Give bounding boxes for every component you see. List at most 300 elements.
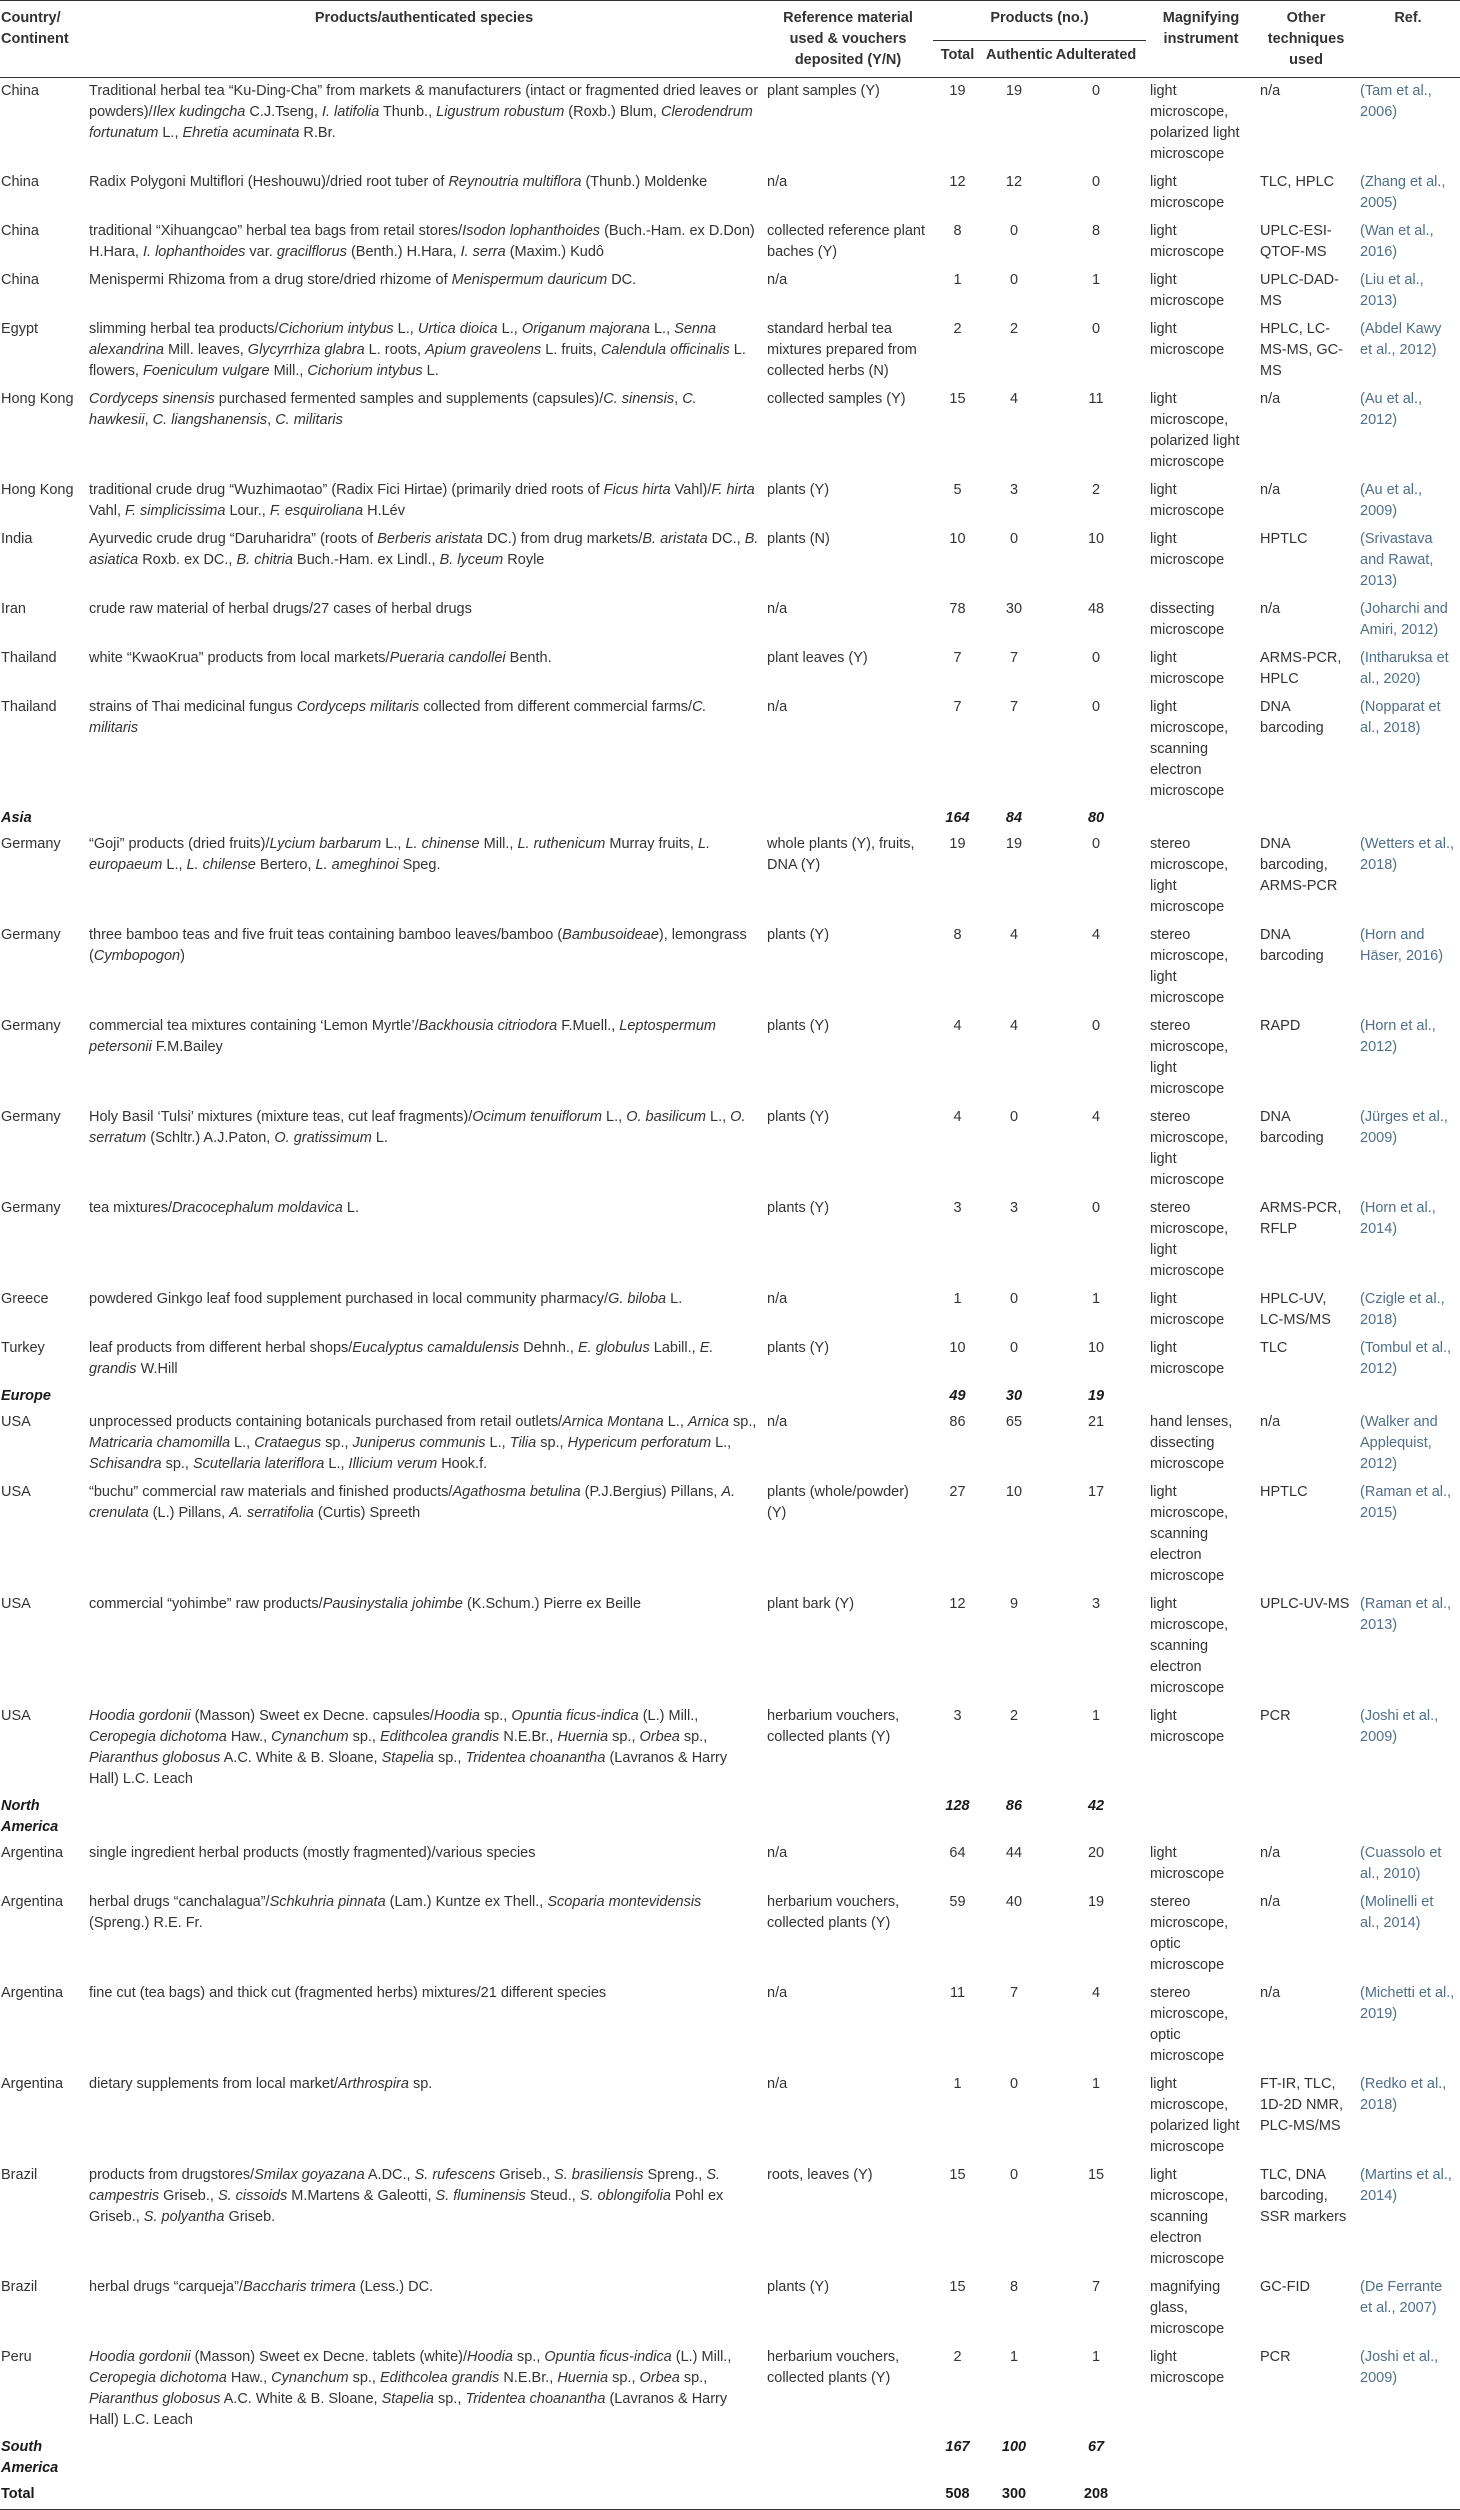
cell-adulterated: 19	[1087, 1894, 1105, 1910]
cell-country: USA	[1, 1596, 31, 1612]
cell-total: 7	[953, 699, 962, 715]
cell-total: 1	[953, 2076, 962, 2092]
header-country: Country/ Continent	[0, 1, 85, 78]
cell-total: 4	[953, 1018, 962, 1034]
cell-total: 86	[949, 1414, 966, 1430]
subtotal-row	[0, 1384, 1460, 1409]
cell-adulterated: 1	[1091, 1708, 1101, 1724]
cell-empty	[763, 2481, 933, 2510]
cell-instrument: light microscope, scanning electron microscope	[1150, 1484, 1229, 1584]
cell-adulterated: 0	[1091, 321, 1101, 337]
cell-authentic: 4	[1009, 1018, 1019, 1034]
table-row	[0, 267, 1460, 316]
header-authentic: Authentic	[982, 41, 1046, 78]
cell-ref: (Czigle et al., 2018)	[1360, 1291, 1445, 1328]
cell-reference: plants (Y)	[767, 1340, 830, 1356]
cell-country: China	[1, 174, 39, 190]
cell-authentic: 1	[1009, 2349, 1019, 2365]
table-row	[0, 1703, 1460, 1794]
table-row	[0, 1840, 1460, 1889]
cell-product: Cordyceps sinensis purchased fermented samples and supplements (capsules)/C. sinensis, C. hawkesii, C. liangshanensis, C. militaris	[89, 391, 697, 428]
cell-product: Radix Polygoni Multiflori (Heshouwu)/dried root tuber of Reynoutria multiflora (Thunb.) Moldenke	[89, 174, 708, 190]
cell-country: Germany	[1, 836, 61, 852]
cell-total: 59	[949, 1894, 966, 1910]
cell-product: fine cut (tea bags) and thick cut (fragmented herbs) mixtures/21 different species	[89, 1985, 607, 2001]
cell-instrument: light microscope, scanning electron microscope	[1150, 699, 1229, 799]
cell-product: Traditional herbal tea “Ku-Ding-Cha” from markets & manufacturers (intact or fragmented dried leaves or powders)/Ilex kudingcha C.J.Tseng, I. latifolia Thunb., Ligustrum robustum (Roxb.) Blum, Clerodendrum fortunatum L., Ehretia acuminata R.Br.	[89, 83, 759, 141]
cell-adulterated: 1	[1091, 1291, 1101, 1307]
cell-ref: (Martins et al., 2014)	[1360, 2167, 1452, 2204]
cell-empty	[1356, 1384, 1460, 1409]
cell-authentic: 7	[1009, 650, 1019, 666]
cell-adulterated: 20	[1087, 1845, 1105, 1861]
cell-country: China	[1, 83, 39, 99]
cell-reference: plants (Y)	[767, 1018, 830, 1034]
cell-reference: plants (Y)	[767, 1109, 830, 1125]
cell-product: traditional crude drug “Wuzhimaotao” (Radix Fici Hirtae) (primarily dried roots of Ficus hirta Vahl)/F. hirta Vahl, F. simplicissima Lour., F. esquiroliana H.Lév	[89, 482, 755, 519]
cell-empty	[1256, 2481, 1356, 2510]
table-row	[0, 2071, 1460, 2162]
cell-reference: n/a	[767, 272, 788, 288]
table-row	[0, 316, 1460, 386]
cell-total: 10	[949, 531, 966, 547]
cell-total: 11	[949, 1985, 966, 2001]
cell-total: 8	[953, 223, 962, 239]
cell-reference: plants (Y)	[767, 482, 830, 498]
cell-techniques: RAPD	[1260, 1018, 1301, 1034]
cell-ref: (Wan et al., 2016)	[1360, 223, 1434, 260]
cell-authentic: 0	[1009, 223, 1019, 239]
cell-product: Holy Basil ‘Tulsi’ mixtures (mixture teas, cut leaf fragments)/Ocimum tenuiflorum L., O. basilicum L., O. serratum (Schltr.) A.J.Paton, O. gratissimum L.	[89, 1109, 746, 1146]
table-row	[0, 1195, 1460, 1286]
cell-country: Argentina	[1, 1985, 64, 2001]
cell-authentic: 2	[1009, 1708, 1019, 1724]
cell-ref: (Jürges et al., 2009)	[1360, 1109, 1448, 1146]
cell-adulterated: 4	[1091, 1109, 1101, 1125]
cell-total: 4	[953, 1109, 962, 1125]
cell-country: USA	[1, 1414, 31, 1430]
cell-ref: (Intharuksa et al., 2020)	[1360, 650, 1449, 687]
cell-empty	[1146, 806, 1256, 831]
cell-techniques: TLC, DNA barcoding, SSR markers	[1260, 2167, 1347, 2225]
cell-authentic: 4	[1009, 391, 1019, 407]
cell-adulterated: 2	[1091, 482, 1101, 498]
cell-total: 164	[945, 810, 970, 826]
cell-techniques: DNA barcoding	[1260, 1109, 1324, 1146]
cell-techniques: n/a	[1260, 391, 1281, 407]
cell-adulterated: 67	[1087, 2439, 1105, 2455]
cell-empty	[85, 2481, 763, 2510]
cell-reference: herbarium vouchers, collected plants (Y)	[767, 1894, 900, 1931]
cell-empty	[1146, 1384, 1256, 1409]
table-row	[0, 2344, 1460, 2435]
cell-country: Greece	[1, 1291, 49, 1307]
cell-ref: (Raman et al., 2013)	[1360, 1596, 1452, 1633]
cell-instrument: light microscope	[1150, 531, 1225, 568]
cell-ref: (Zhang et al., 2005)	[1360, 174, 1446, 211]
cell-instrument: light microscope	[1150, 1845, 1225, 1882]
cell-country: Germany	[1, 1200, 61, 1216]
cell-instrument: light microscope	[1150, 650, 1225, 687]
cell-authentic: 0	[1009, 531, 1019, 547]
cell-reference: n/a	[767, 1414, 788, 1430]
cell-total: 2	[953, 2349, 962, 2365]
cell-product: “Goji” products (dried fruits)/Lycium barbarum L., L. chinense Mill., L. ruthenicum Murray fruits, L. europaeum L., L. chilense Bertero, L. ameghinoi Speg.	[89, 836, 711, 873]
header-adulterated: Adulterated	[1046, 41, 1146, 78]
cell-product: commercial tea mixtures containing ‘Lemon Myrtle’/Backhousia citriodora F.Muell., Leptospermum petersonii F.M.Bailey	[89, 1018, 716, 1055]
cell-adulterated: 10	[1087, 1340, 1105, 1356]
cell-techniques: n/a	[1260, 1414, 1281, 1430]
cell-instrument: light microscope	[1150, 1340, 1225, 1377]
cell-empty	[85, 2435, 763, 2481]
cell-adulterated: 42	[1087, 1798, 1105, 1814]
table-row	[0, 694, 1460, 806]
subtotal-row	[0, 1794, 1460, 1840]
cell-empty	[1356, 1794, 1460, 1840]
cell-empty	[763, 806, 933, 831]
cell-empty	[85, 806, 763, 831]
cell-adulterated: 21	[1087, 1414, 1105, 1430]
cell-authentic: 3	[1009, 482, 1019, 498]
cell-instrument: stereo microscope, light microscope	[1150, 927, 1229, 1006]
header-reference: Reference material used & vouchers deposited (Y/N)	[763, 1, 933, 78]
cell-ref: (Michetti et al., 2019)	[1360, 1985, 1455, 2022]
cell-instrument: stereo microscope, optic microscope	[1150, 1985, 1229, 2064]
cell-reference: plants (Y)	[767, 927, 830, 943]
cell-product: powdered Ginkgo leaf food supplement purchased in local community pharmacy/G. biloba L.	[89, 1291, 683, 1307]
cell-techniques: TLC	[1260, 1340, 1288, 1356]
cell-reference: plants (whole/powder) (Y)	[767, 1484, 909, 1521]
cell-product: products from drugstores/Smilax goyazana A.DC., S. rufescens Griseb., S. brasiliensis Spreng., S. campestris Griseb., S. cissoids M.Martens & Galeotti, S. fluminensis Steud., S. oblongifolia Pohl ex Griseb., S. polyantha Griseb.	[89, 2167, 724, 2225]
cell-empty	[1146, 2435, 1256, 2481]
cell-adulterated: 8	[1091, 223, 1101, 239]
cell-authentic: 9	[1009, 1596, 1019, 1612]
cell-total: 27	[949, 1484, 966, 1500]
continent-label: South America	[1, 2439, 59, 2476]
cell-ref: (Au et al., 2012)	[1360, 391, 1423, 428]
cell-authentic: 0	[1009, 1340, 1019, 1356]
header-products-no: Products (no.)	[933, 1, 1146, 41]
cell-authentic: 19	[1005, 836, 1023, 852]
cell-instrument: magnifying glass, microscope	[1150, 2279, 1225, 2337]
cell-total: 64	[949, 1845, 966, 1861]
cell-empty	[1146, 2481, 1256, 2510]
cell-country: Germany	[1, 927, 61, 943]
cell-adulterated: 1	[1091, 272, 1101, 288]
cell-techniques: n/a	[1260, 1894, 1281, 1910]
cell-techniques: n/a	[1260, 83, 1281, 99]
cell-product: dietary supplements from local market/Arthrospira sp.	[89, 2076, 433, 2092]
cell-country: China	[1, 223, 39, 239]
cell-country: Germany	[1, 1109, 61, 1125]
cell-adulterated: 17	[1087, 1484, 1105, 1500]
cell-instrument: light microscope, polarized light microscope	[1150, 391, 1240, 470]
cell-adulterated: 0	[1091, 699, 1101, 715]
cell-total: 49	[949, 1388, 966, 1404]
cell-authentic: 10	[1005, 1484, 1023, 1500]
table-row	[0, 1013, 1460, 1104]
cell-instrument: light microscope, polarized light microscope	[1150, 2076, 1240, 2155]
cell-instrument: light microscope, polarized light microscope	[1150, 83, 1240, 162]
table-row	[0, 386, 1460, 477]
cell-techniques: PCR	[1260, 1708, 1291, 1724]
cell-product: Hoodia gordonii (Masson) Sweet ex Decne. tablets (white)/Hoodia sp., Opuntia ficus-indica (L.) Mill., Ceropegia dichotoma Haw., Cynanchum sp., Edithcolea grandis N.E.Br., Huernia sp., Orbea sp., Piaranthus globosus A.C. White & B. Sloane, Stapelia sp., Tridentea choanantha (Lavranos & Harry Hall) L.C. Leach	[89, 2349, 732, 2428]
cell-empty	[763, 1384, 933, 1409]
cell-country: USA	[1, 1484, 31, 1500]
cell-reference: plants (Y)	[767, 2279, 830, 2295]
cell-total: 8	[953, 927, 962, 943]
cell-product: “buchu” commercial raw materials and finished products/Agathosma betulina (P.J.Bergius) Pillans, A. crenulata (L.) Pillans, A. serratifolia (Curtis) Spreeth	[89, 1484, 736, 1521]
cell-reference: whole plants (Y), fruits, DNA (Y)	[767, 836, 915, 873]
cell-adulterated: 3	[1091, 1596, 1101, 1612]
cell-adulterated: 1	[1091, 2076, 1101, 2092]
cell-ref: (Wetters et al., 2018)	[1360, 836, 1455, 873]
cell-total: 3	[953, 1200, 962, 1216]
cell-country: India	[1, 531, 33, 547]
cell-adulterated: 15	[1087, 2167, 1105, 2183]
cell-adulterated: 11	[1088, 391, 1104, 407]
subtotal-row	[0, 2435, 1460, 2481]
cell-ref: (Walker and Applequist, 2012)	[1360, 1414, 1438, 1472]
cell-ref: (Joharchi and Amiri, 2012)	[1360, 601, 1448, 638]
cell-country: Hong Kong	[1, 391, 74, 407]
cell-authentic: 0	[1009, 1291, 1019, 1307]
cell-ref: (Redko et al., 2018)	[1360, 2076, 1447, 2113]
cell-empty	[763, 1794, 933, 1840]
cell-total: 1	[953, 272, 962, 288]
cell-empty	[1356, 806, 1460, 831]
cell-authentic: 30	[1005, 1388, 1023, 1404]
header-products: Products/authenticated species	[85, 1, 763, 78]
total-row	[0, 2481, 1460, 2510]
cell-country: Thailand	[1, 699, 57, 715]
continent-label: Asia	[1, 810, 32, 826]
cell-total: 12	[949, 174, 966, 190]
cell-product: single ingredient herbal products (mostly fragmented)/various species	[89, 1845, 536, 1861]
cell-adulterated: 0	[1091, 83, 1101, 99]
cell-country: Brazil	[1, 2279, 38, 2295]
cell-country: Brazil	[1, 2167, 38, 2183]
cell-product: traditional “Xihuangcao” herbal tea bags from retail stores/Isodon lophanthoides (Buch.-Ham. ex D.Don) H.Hara, I. lophanthoides var. gracilflorus (Benth.) H.Hara, I. serra (Maxim.) Kudô	[89, 223, 755, 260]
cell-techniques: GC-FID	[1260, 2279, 1310, 2295]
cell-techniques: HPTLC	[1260, 531, 1308, 547]
cell-adulterated: 208	[1046, 2481, 1146, 2510]
cell-techniques: UPLC-UV-MS	[1260, 1596, 1350, 1612]
cell-techniques: n/a	[1260, 1845, 1281, 1861]
cell-country: Peru	[1, 2349, 32, 2365]
table-row	[0, 922, 1460, 1013]
cell-reference: plant leaves (Y)	[767, 650, 868, 666]
cell-ref: (Horn and Häser, 2016)	[1360, 927, 1444, 964]
table-body	[0, 78, 1460, 2510]
cell-instrument: light microscope	[1150, 1291, 1225, 1328]
header-ref: Ref.	[1356, 1, 1460, 78]
table-row	[0, 526, 1460, 596]
cell-reference: plants (N)	[767, 531, 830, 547]
cell-total: 15	[949, 391, 966, 407]
cell-instrument: stereo microscope, optic microscope	[1150, 1894, 1229, 1973]
cell-reference: n/a	[767, 601, 788, 617]
cell-instrument: stereo microscope, light microscope	[1150, 1018, 1229, 1097]
cell-total: 15	[949, 2279, 966, 2295]
cell-total: 1	[953, 1291, 962, 1307]
table-row	[0, 2274, 1460, 2344]
cell-authentic: 0	[1009, 2167, 1019, 2183]
cell-total: 167	[945, 2439, 970, 2455]
cell-ref: (Tam et al., 2006)	[1360, 83, 1432, 120]
cell-product: Hoodia gordonii (Masson) Sweet ex Decne. capsules/Hoodia sp., Opuntia ficus-indica (L.) Mill., Ceropegia dichotoma Haw., Cynanchum sp., Edithcolea grandis N.E.Br., Huernia sp., Orbea sp., Piaranthus globosus A.C. White & B. Sloane, Stapelia sp., Tridentea choanantha (Lavranos & Harry Hall) L.C. Leach	[89, 1708, 728, 1787]
cell-authentic: 0	[1009, 1109, 1019, 1125]
cell-empty	[85, 1794, 763, 1840]
cell-total: 2	[953, 321, 962, 337]
cell-reference: collected reference plant baches (Y)	[767, 223, 925, 260]
cell-instrument: stereo microscope, light microscope	[1150, 1109, 1229, 1188]
cell-product: white “KwaoKrua” products from local markets/Pueraria candollei Benth.	[89, 650, 552, 666]
cell-instrument: light microscope, scanning electron microscope	[1150, 1596, 1229, 1696]
cell-product: Menispermi Rhizoma from a drug store/dried rhizome of Menispermum dauricum DC.	[89, 272, 637, 288]
cell-authentic: 300	[982, 2481, 1046, 2510]
cell-authentic: 2	[1009, 321, 1019, 337]
subtotal-row	[0, 806, 1460, 831]
header-techniques: Other techniques used	[1256, 1, 1356, 78]
cell-authentic: 3	[1009, 1200, 1019, 1216]
cell-total: 3	[953, 1708, 962, 1724]
cell-techniques: DNA barcoding	[1260, 699, 1324, 736]
continent-label: North America	[1, 1798, 59, 1835]
cell-total: 78	[949, 601, 966, 617]
table-row	[0, 1104, 1460, 1195]
cell-total: 5	[953, 482, 962, 498]
total-label: Total	[0, 2481, 85, 2510]
cell-instrument: light microscope	[1150, 2349, 1225, 2386]
cell-total: 128	[945, 1798, 970, 1814]
cell-country: USA	[1, 1708, 31, 1724]
cell-reference: n/a	[767, 1845, 788, 1861]
cell-empty	[1256, 806, 1356, 831]
cell-authentic: 100	[1001, 2439, 1027, 2455]
cell-ref: (Abdel Kawy et al., 2012)	[1360, 321, 1442, 358]
cell-total: 19	[949, 836, 966, 852]
cell-adulterated: 0	[1091, 1018, 1101, 1034]
cell-instrument: light microscope, scanning electron microscope	[1150, 2167, 1229, 2267]
cell-adulterated: 0	[1091, 174, 1101, 190]
cell-techniques: DNA barcoding	[1260, 927, 1324, 964]
cell-authentic: 0	[1009, 272, 1019, 288]
cell-total: 508	[933, 2481, 982, 2510]
cell-ref: (Molinelli et al., 2014)	[1360, 1894, 1434, 1931]
cell-reference: herbarium vouchers, collected plants (Y)	[767, 1708, 900, 1745]
cell-ref: (Horn et al., 2014)	[1360, 1200, 1436, 1237]
table-row	[0, 645, 1460, 694]
cell-authentic: 7	[1009, 1985, 1019, 2001]
cell-ref: (Joshi et al., 2009)	[1360, 1708, 1439, 1745]
continent-label: Europe	[1, 1388, 51, 1404]
cell-ref: (Raman et al., 2015)	[1360, 1484, 1452, 1521]
cell-product: tea mixtures/Dracocephalum moldavica L.	[89, 1200, 359, 1216]
cell-authentic: 84	[1005, 810, 1023, 826]
cell-empty	[1356, 2481, 1460, 2510]
table-header	[0, 1, 1460, 78]
cell-authentic: 86	[1005, 1798, 1023, 1814]
cell-techniques: ARMS-PCR, RFLP	[1260, 1200, 1342, 1237]
cell-ref: (Joshi et al., 2009)	[1360, 2349, 1439, 2386]
cell-authentic: 7	[1009, 699, 1019, 715]
cell-techniques: DNA barcoding, ARMS-PCR	[1260, 836, 1338, 894]
cell-instrument: light microscope	[1150, 174, 1225, 211]
cell-techniques: n/a	[1260, 1985, 1281, 2001]
cell-authentic: 0	[1009, 2076, 1019, 2092]
cell-instrument: dissecting microscope	[1150, 601, 1225, 638]
table-row	[0, 1980, 1460, 2071]
cell-adulterated: 0	[1091, 650, 1101, 666]
cell-empty	[1146, 1794, 1256, 1840]
cell-reference: n/a	[767, 1985, 788, 2001]
table-row	[0, 1409, 1460, 1479]
cell-instrument: light microscope	[1150, 1708, 1225, 1745]
cell-techniques: HPTLC	[1260, 1484, 1308, 1500]
cell-product: unprocessed products containing botanicals purchased from retail outlets/Arnica Montana L., Arnica sp., Matricaria chamomilla L., Crataegus sp., Juniperus communis L., Tilia sp., Hypericum perforatum L., Schisandra sp., Scutellaria lateriflora L., Illicium verum Hook.f.	[89, 1414, 757, 1472]
cell-instrument: stereo microscope, light microscope	[1150, 836, 1229, 915]
cell-techniques: n/a	[1260, 482, 1281, 498]
cell-country: Germany	[1, 1018, 61, 1034]
cell-adulterated: 4	[1091, 1985, 1101, 2001]
cell-empty	[1256, 1384, 1356, 1409]
table-row	[0, 169, 1460, 218]
cell-adulterated: 7	[1091, 2279, 1101, 2295]
cell-country: Hong Kong	[1, 482, 74, 498]
cell-reference: plant bark (Y)	[767, 1596, 855, 1612]
cell-reference: herbarium vouchers, collected plants (Y)	[767, 2349, 900, 2386]
cell-reference: n/a	[767, 174, 788, 190]
cell-ref: (Au et al., 2009)	[1360, 482, 1423, 519]
cell-reference: n/a	[767, 699, 788, 715]
cell-instrument: stereo microscope, light microscope	[1150, 1200, 1229, 1279]
cell-techniques: FT-IR, TLC, 1D-2D NMR, PLC-MS/MS	[1260, 2076, 1343, 2134]
cell-adulterated: 48	[1087, 601, 1105, 617]
cell-techniques: UPLC-DAD-MS	[1260, 272, 1339, 309]
cell-empty	[1256, 1794, 1356, 1840]
cell-ref: (Cuassolo et al., 2010)	[1360, 1845, 1442, 1882]
cell-techniques: HPLC, LC-MS-MS, GC-MS	[1260, 321, 1343, 379]
cell-total: 12	[949, 1596, 966, 1612]
cell-reference: collected samples (Y)	[767, 391, 906, 407]
cell-adulterated: 0	[1091, 836, 1101, 852]
cell-product: crude raw material of herbal drugs/27 cases of herbal drugs	[89, 601, 472, 617]
cell-country: Thailand	[1, 650, 57, 666]
cell-product: leaf products from different herbal shops/Eucalyptus camaldulensis Dehnh., E. globulus Labill., E. grandis W.Hill	[89, 1340, 714, 1377]
cell-ref: (Nopparat et al., 2018)	[1360, 699, 1441, 736]
cell-adulterated: 19	[1087, 1388, 1105, 1404]
cell-total: 7	[953, 650, 962, 666]
table-row	[0, 831, 1460, 922]
header-total: Total	[933, 41, 982, 78]
cell-product: herbal drugs “canchalagua”/Schkuhria pinnata (Lam.) Kuntze ex Thell., Scoparia montevidensis (Spreng.) R.E. Fr.	[89, 1894, 702, 1931]
cell-techniques: HPLC-UV, LC-MS/MS	[1260, 1291, 1331, 1328]
cell-authentic: 4	[1009, 927, 1019, 943]
cell-authentic: 8	[1009, 2279, 1019, 2295]
cell-product: Ayurvedic crude drug “Daruharidra” (roots of Berberis aristata DC.) from drug markets/B. aristata DC., B. asiatica Roxb. ex DC., B. chitria Buch.-Ham. ex Lindl., B. lyceum Royle	[89, 531, 759, 568]
table-row	[0, 218, 1460, 267]
table-row	[0, 596, 1460, 645]
cell-authentic: 44	[1005, 1845, 1023, 1861]
cell-country: Egypt	[1, 321, 39, 337]
cell-product: slimming herbal tea products/Cichorium intybus L., Urtica dioica L., Origanum majorana L., Senna alexandrina Mill. leaves, Glycyrrhiza glabra L. roots, Apium graveolens L. fruits, Calendula officinalis L. flowers, Foeniculum vulgare Mill., Cichorium intybus L.	[89, 321, 746, 379]
cell-total: 15	[949, 2167, 966, 2183]
cell-country: Argentina	[1, 2076, 64, 2092]
cell-empty	[763, 2435, 933, 2481]
table-row	[0, 2162, 1460, 2274]
cell-techniques: TLC, HPLC	[1260, 174, 1335, 190]
